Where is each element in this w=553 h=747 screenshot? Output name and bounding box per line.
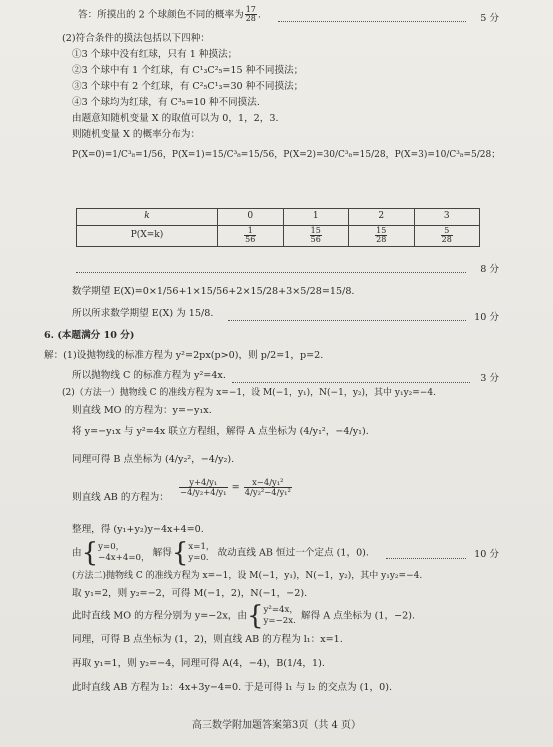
text-line: ③3 个球中有 2 个红球，有 C²₅C¹₃=30 种不同摸法； [72, 81, 304, 92]
dot-leader [278, 21, 466, 22]
table-cell: k [77, 209, 218, 226]
text-line: 所以所求数学期望 E(X) 为 15/8. [72, 308, 214, 319]
brace: { [246, 601, 264, 631]
text-line [78, 6, 261, 24]
equation-system [264, 605, 298, 627]
dot-leader [228, 320, 466, 321]
text-line: ②3 个球中有 1 个红球，有 C¹₃C²₅=15 种不同摸法； [72, 65, 304, 76]
sys-line: y=0， [98, 541, 125, 552]
dot-leader [76, 272, 466, 273]
formula-line: P(X=0)=1/C³₈=1/56，P(X=1)=15/C³₈=15/56，P(X=2)=30/C³₈=15/28，P(X=3)=10/C³₈=5/28； [72, 150, 501, 160]
frac-den: 4/y₂²−4/y₁² [244, 486, 291, 497]
table-cell: P(X=k) [77, 226, 218, 247]
page-footer: 高三数学附加题答案第3页（共 4 页） [191, 720, 362, 731]
text-line: 由题意知随机变量 X 的取值可以为 0，1，2，3. [72, 113, 279, 124]
frac-den: 56 [310, 235, 321, 245]
sys-line: y=−2x. [263, 616, 296, 626]
fraction [244, 227, 256, 245]
text-line [72, 540, 369, 566]
text-line: (2)（方法一）抛物线 C 的准线方程为 x=−1，设 M(−1，y₁)，N(−1，y₂)，其中 y₁y₂=−4. [62, 388, 436, 398]
text-line: 取 y₁=2，则 y₂=−2，可得 M(−1，2)，N(−1，−2). [72, 588, 308, 599]
table-cell [218, 226, 284, 247]
frac-num: 17 [245, 5, 256, 14]
table-cell [349, 226, 415, 247]
text-span: 故动直线 AB 恒过一个定点 (1，0). [217, 547, 369, 559]
text-line: 同理可得 B 点坐标为 (4/y₂²，−4/y₂). [72, 454, 235, 465]
brace: { [81, 538, 99, 568]
sys-line: y²=4x， [263, 604, 298, 615]
table-cell [414, 226, 480, 247]
formula-line: 数学期望 E(X)=0×1/56+1×15/56+2×15/28+3×5/28=15/8. [72, 286, 355, 297]
score-mark: 10 分 [474, 549, 499, 560]
text-line: (2)符合条件的摸法包括以下四种： [62, 33, 210, 44]
text-line: ①3 个球中没有红球，只有 1 种摸法； [72, 49, 238, 60]
probability-table [76, 208, 480, 247]
question-heading: 6. (本题满分 10 分) [44, 330, 135, 341]
score-mark: 10 分 [474, 312, 499, 323]
text-line: 再取 y₁=1，则 y₂=−4，同理可得 A(4，−4)，B(1/4，1). [72, 658, 325, 669]
frac-den: 56 [245, 235, 256, 245]
equation-system [98, 542, 149, 564]
sys-line: x=1， [188, 541, 215, 552]
frac-num: x−4/y₁² [244, 478, 292, 488]
text-span: . [257, 9, 261, 21]
table-cell: 3 [414, 209, 480, 226]
frac-den: 28 [376, 235, 387, 245]
sys-line: y=0. [188, 553, 209, 563]
text-line: 此时直线 AB 方程为 l₂：4x+3y−4=0. 于是可得 l₁ 与 l₂ 的交点为 (1，0). [72, 682, 393, 693]
ab-equation [178, 478, 293, 497]
text-line: 则直线 MO 的方程为：y=−y₁x. [72, 405, 212, 416]
equals-sign: = [231, 481, 240, 493]
text-line: 将 y=−y₁x 与 y²=4x 联立方程组，解得 A 点坐标为 (4/y₁²，−4/y₁). [72, 426, 369, 437]
text-line: 解：(1)设抛物线的标准方程为 y²=2px(p>0)，则 p/2=1，p=2. [44, 350, 324, 361]
fraction [441, 227, 453, 245]
frac-num: 15 [310, 226, 321, 235]
brace: { [171, 538, 189, 568]
frac-num: 1 [244, 227, 256, 236]
table-row [77, 226, 480, 247]
fraction [375, 227, 387, 245]
text-span: 解得 A 点坐标为 (1，−2). [301, 610, 416, 622]
frac-den: −4/y₂+4/y₁ [180, 486, 227, 497]
text-line: 则直线 AB 的方程为： [72, 492, 169, 503]
text-span: 解得 [152, 547, 172, 559]
frac-num: 15 [376, 226, 387, 235]
table-cell: 1 [283, 209, 349, 226]
table-cell: 0 [218, 209, 284, 226]
text-line: 同理，可得 B 点坐标为 (1，2)，则直线 AB 的方程为 l₁：x=1. [72, 634, 343, 645]
table-cell: 2 [349, 209, 415, 226]
text-span: 由 [72, 547, 82, 559]
score-mark: 8 分 [480, 264, 499, 275]
score-mark: 3 分 [480, 373, 499, 384]
sys-line: −4x+4=0， [98, 553, 150, 563]
fraction [245, 6, 257, 24]
equation-system [188, 542, 214, 564]
text-line: 则随机变量 X 的概率分布为： [72, 129, 201, 140]
text-span: 答：所摸出的 2 个球颜色不同的概率为 [78, 9, 244, 21]
dot-leader [386, 558, 466, 559]
frac-num: 5 [441, 227, 453, 236]
text-line: ④3 个球均为红球，有 C³₅=10 种不同摸法. [72, 97, 260, 108]
table-header-row [77, 209, 480, 226]
frac-num: y+4/y₁ [179, 478, 228, 488]
text-line: 所以抛物线 C 的标准方程为 y²=4x. [72, 370, 226, 381]
text-span: 此时直线 MO 的方程分别为 y=−2x，由 [72, 610, 247, 622]
frac-den: 28 [245, 14, 256, 24]
text-line: (方法二)抛物线 C 的准线方程为 x=−1，设 M(−1，y₁)，N(−1，y₂)，其中 y₁y₂=−4. [72, 571, 423, 581]
fraction [244, 478, 292, 497]
frac-den: 28 [441, 235, 452, 245]
score-mark: 5 分 [480, 13, 499, 24]
fraction [179, 478, 228, 497]
table-cell [283, 226, 349, 247]
text-line: 整理，得 (y₁+y₂)y−4x+4=0. [72, 524, 204, 535]
fraction [310, 227, 322, 245]
dot-leader [232, 382, 470, 383]
text-line [72, 603, 415, 629]
